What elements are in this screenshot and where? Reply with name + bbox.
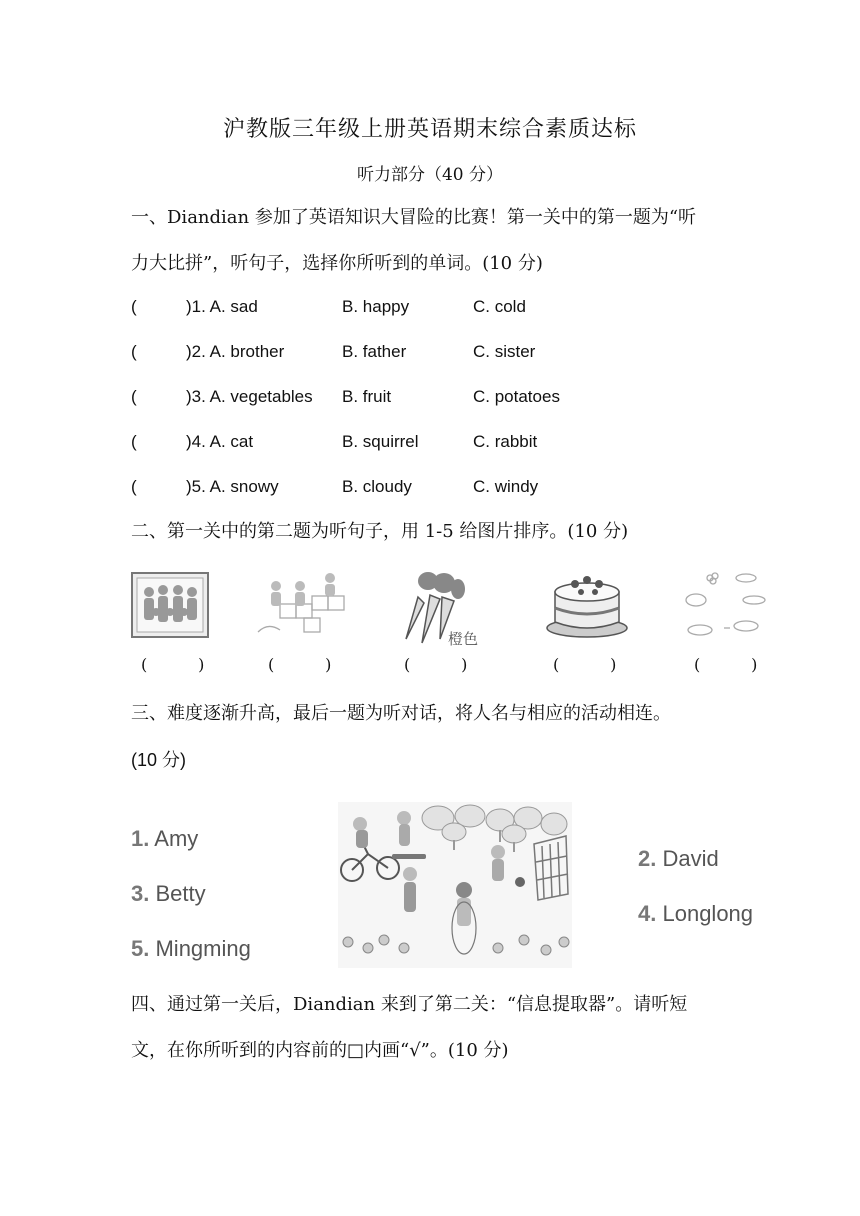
hopscotch-image <box>250 570 356 640</box>
section1-line2: 力大比拼”，听句子，选择你所听到的单词。(10 分) <box>131 253 543 274</box>
activities-scene-image <box>338 802 572 968</box>
section1-line1: 一、Diandian 参加了英语知识大冒险的比赛！第一关中的第一题为“听 <box>131 207 697 228</box>
name-david[interactable] <box>638 846 719 872</box>
name-label: Amy <box>154 826 199 851</box>
picture2-blank[interactable]: ( ) <box>268 655 332 674</box>
family-photo-image <box>131 570 209 640</box>
answer-paren[interactable]: ( <box>131 387 137 406</box>
page-title: 沪教版三年级上册英语期末综合素质达标 <box>222 117 637 142</box>
name-number: 3. <box>131 881 150 906</box>
option-a: )1. A. sad <box>186 297 258 316</box>
carrots-image <box>398 567 488 649</box>
option-a: )3. A. vegetables <box>186 387 313 406</box>
option-b: B. cloudy <box>342 477 412 496</box>
answer-paren[interactable]: ( <box>131 477 137 496</box>
name-label: David <box>662 846 719 871</box>
section3-line2: (10 分) <box>131 750 187 770</box>
section3-instructions <box>131 691 741 783</box>
option-a: )5. A. snowy <box>186 477 279 496</box>
option-c: C. windy <box>473 477 539 496</box>
life-cycle-image <box>684 570 770 640</box>
option-a: )4. A. cat <box>186 432 254 451</box>
page-subtitle: 听力部分（40 分） <box>356 165 504 185</box>
option-b: B. fruit <box>342 387 392 406</box>
name-longlong[interactable] <box>638 901 753 927</box>
name-label: Mingming <box>155 936 251 961</box>
section4-line2: 文，在你所听到的内容前的□内画“√”。(10 分) <box>131 1040 509 1061</box>
answer-paren[interactable]: ( <box>131 342 137 361</box>
name-betty[interactable] <box>131 881 206 907</box>
answer-paren[interactable]: ( <box>131 297 137 316</box>
option-b: B. squirrel <box>342 432 419 451</box>
name-amy[interactable] <box>131 826 198 852</box>
option-c: C. rabbit <box>473 432 538 451</box>
carrot-label: 橙色 <box>448 630 479 648</box>
section4-line1: 四、通过第一关后，Diandian 来到了第二关：“信息提取器”。请听短 <box>131 994 688 1015</box>
name-number: 1. <box>131 826 150 851</box>
name-label: Betty <box>155 881 206 906</box>
cake-image <box>545 570 629 640</box>
name-number: 2. <box>638 846 657 871</box>
option-c: C. cold <box>473 297 526 316</box>
picture3-blank[interactable]: ( ) <box>404 655 468 674</box>
picture4-blank[interactable]: ( ) <box>553 655 617 674</box>
answer-paren[interactable]: ( <box>131 432 137 451</box>
option-b: B. happy <box>342 297 410 316</box>
name-number: 4. <box>638 901 657 926</box>
name-mingming[interactable] <box>131 936 251 962</box>
section2-instructions: 二、第一关中的第二题为听句子，用 1-5 给图片排序。(10 分) <box>131 521 629 542</box>
section1-instructions <box>131 195 741 287</box>
option-c: C. sister <box>473 342 536 361</box>
option-b: B. father <box>342 342 407 361</box>
option-c: C. potatoes <box>473 387 560 406</box>
name-label: Longlong <box>662 901 754 926</box>
section3-line1: 三、难度逐渐升高，最后一题为听对话，将人名与相应的活动相连。 <box>131 703 671 724</box>
picture5-blank[interactable]: ( ) <box>694 655 758 674</box>
section4-instructions <box>131 982 741 1074</box>
name-number: 5. <box>131 936 150 961</box>
option-a: )2. A. brother <box>186 342 285 361</box>
picture1-blank[interactable]: ( ) <box>141 655 205 674</box>
